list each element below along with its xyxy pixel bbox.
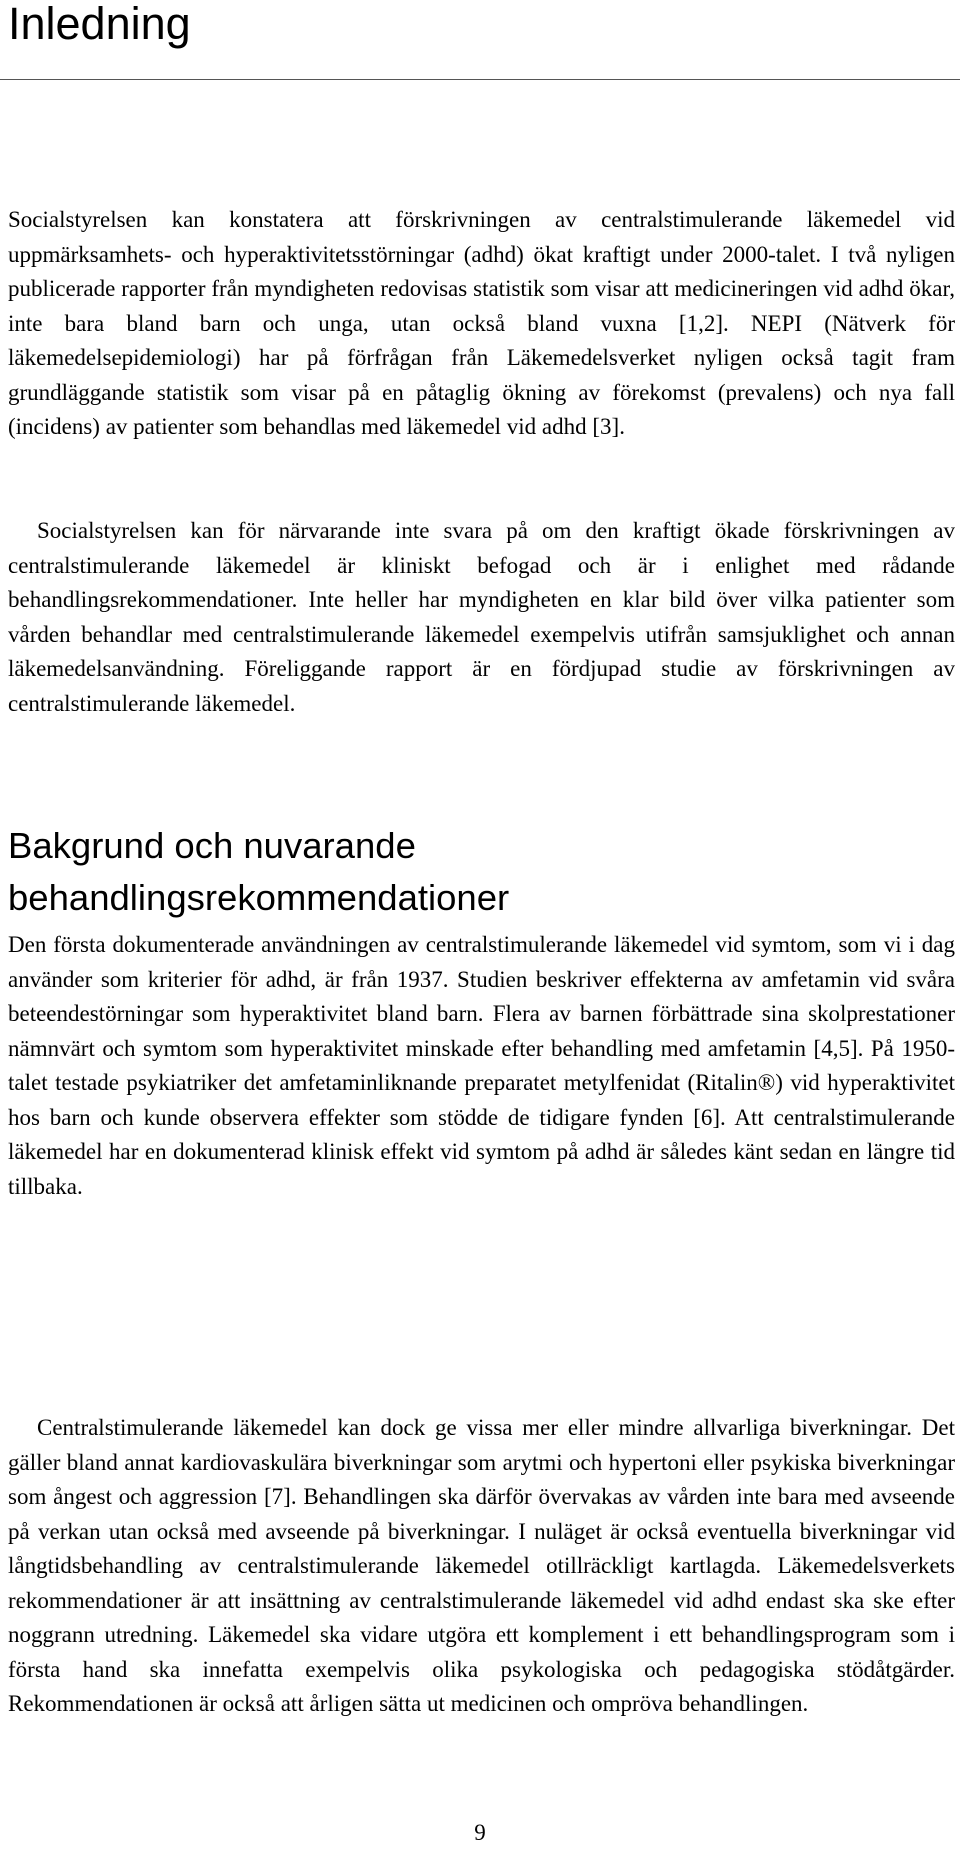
intro-paragraph: Socialstyrelsen kan för närvarande inte svara på om den kraftigt ökade förskrivningen av centralstimulerande läkemedel är kliniskt befogad och är i enlighet med rådande behandlingsrekommendationer. Inte heller har myndigheten en klar bild över vilka patienter som vården behandlar med centralstimulerande läkemedel exempelvis utifrån samsjuklighet och annan läkemedelsanvändning. Föreliggande rapport är en fördjupad studie av förskrivningen av centralstimulerande läkemedel. <box>8 518 955 716</box>
section-heading-line: Bakgrund och nuvarande <box>8 825 416 866</box>
section-heading-line: behandlingsrekommendationer <box>8 877 510 918</box>
page-number: 9 <box>474 1820 486 1845</box>
intro-paragraph: Socialstyrelsen kan konstatera att förskrivningen av centralstimulerande läkemedel vid uppmärksamhets- och hyperaktivitetsstörningar (adhd) ökat kraftigt under 2000-talet. I två nyligen publicerade rapporter från myndigheten redovisas statistik som visar att medicineringen vid adhd ökar, inte bara bland barn och unga, utan också bland vuxna [1,2]. NEPI (Nätverk för läkemedelsepidemiologi) har på förfrågan från Läkemedelsverket nyligen också tagit fram grundläggande statistik som visar på en påtaglig ökning av förekomst (prevalens) och nya fall (incidens) av patienter som behandlas med läkemedel vid adhd [3]. <box>8 207 955 439</box>
page-title: Inledning <box>8 0 191 49</box>
title-divider <box>0 79 960 80</box>
section-paragraph: Den första dokumenterade användningen av centralstimulerande läkemedel vid symtom, som vi i dag använder som kriterier för adhd, är från 1937. Studien beskriver effekterna av amfetamin vid svåra beteendestörningar som hyperaktivitet bland barn. Flera av barnen förbättrade sina skolprestationer nämnvärt och symtom som hyperaktivitet minskade efter behandling med amfetamin [4,5]. På 1950-talet testade psykiatriker det amfetaminliknande preparatet metylfenidat (Ritalin®) vid hyperaktivitet hos barn och kunde observera effekter som stödde de tidigare fynden [6]. Att centralstimulerande läkemedel har en dokumenterad klinisk effekt vid symtom på adhd är således känt sedan en längre tid tillbaka. <box>8 932 955 1199</box>
section-heading <box>8 820 955 924</box>
section-paragraph: Centralstimulerande läkemedel kan dock ge vissa mer eller mindre allvarliga biverkningar. Det gäller bland annat kardiovaskulära biverkningar som arytmi och hypertoni eller psykiska biverkningar som ångest och aggression [7]. Behandlingen ska därför övervakas av vården inte bara med avseende på verkan utan också med avseende på biverkningar. I nuläget är också eventuella biverkningar vid långtidsbehandling av centralstimulerande läkemedel otillräckligt kartlagda. Läkemedelsverkets rekommendationer är att insättning av centralstimulerande läkemedel vid adhd endast ska ske efter noggrann utredning. Läkemedel ska vidare utgöra ett komplement i ett behandlingsprogram som i första hand ska innefatta exempelvis olika psykologiska och pedagogiska stödåtgärder. Rekommendationen är också att årligen sätta ut medicinen och ompröva behandlingen. <box>8 1415 955 1716</box>
